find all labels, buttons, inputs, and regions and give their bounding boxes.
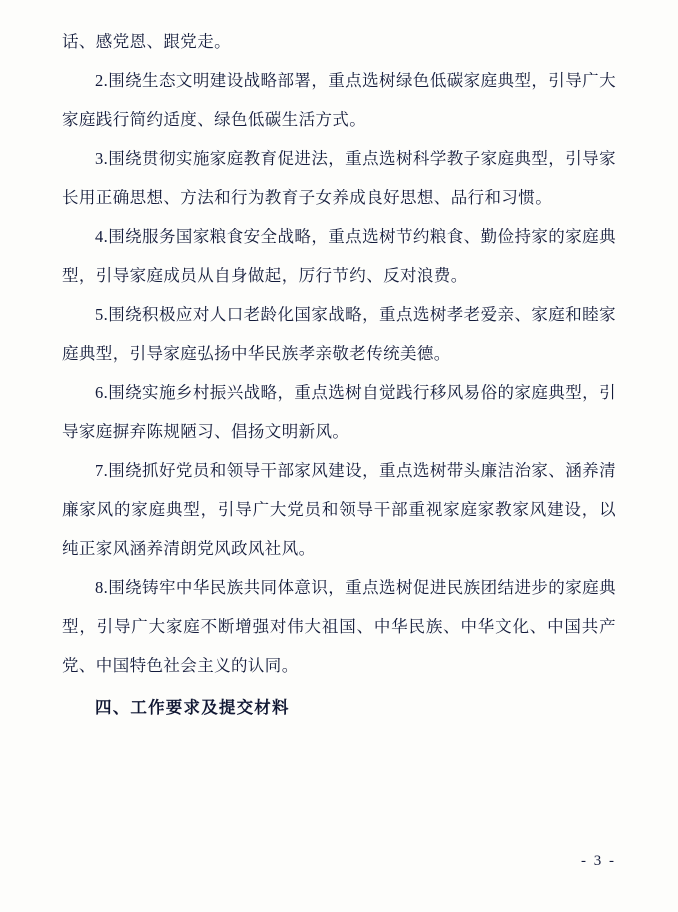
paragraph-item-5: 5.围绕积极应对人口老龄化国家战略，重点选树孝老爱亲、家庭和睦家庭典型，引导家庭弘扬中华民族孝亲敬老传统美德。 [62,305,616,363]
page-number: - 3 - [581,853,616,869]
paragraph-continuation: 话、感党恩、跟党走。 [62,32,231,51]
paragraph-item-6: 6.围绕实施乡村振兴战略，重点选树自觉践行移风易俗的家庭典型，引导家庭摒弃陈规陋习、倡扬文明新风。 [62,383,616,441]
section-heading-four: 四、工作要求及提交材料 [95,698,290,717]
paragraph-item-8: 8.围绕铸牢中华民族共同体意识，重点选树促进民族团结进步的家庭典型，引导广大家庭不断增强对伟大祖国、中华民族、中华文化、中国共产党、中国特色社会主义的认同。 [62,578,616,675]
paragraph-item-2: 2.围绕生态文明建设战略部署，重点选树绿色低碳家庭典型，引导广大家庭践行简约适度、绿色低碳生活方式。 [62,71,616,129]
paragraph-item-3: 3.围绕贯彻实施家庭教育促进法，重点选树科学教子家庭典型，引导家长用正确思想、方法和行为教育子女养成良好思想、品行和习惯。 [62,149,616,207]
document-body [62,22,616,731]
paragraph-item-4: 4.围绕服务国家粮食安全战略，重点选树节约粮食、勤俭持家的家庭典型，引导家庭成员从自身做起，厉行节约、反对浪费。 [62,227,616,285]
paragraph-item-7: 7.围绕抓好党员和领导干部家风建设，重点选树带头廉洁治家、涵养清廉家风的家庭典型，引导广大党员和领导干部重视家庭家教家风建设，以纯正家风涵养清朗党风政风社风。 [62,461,616,558]
